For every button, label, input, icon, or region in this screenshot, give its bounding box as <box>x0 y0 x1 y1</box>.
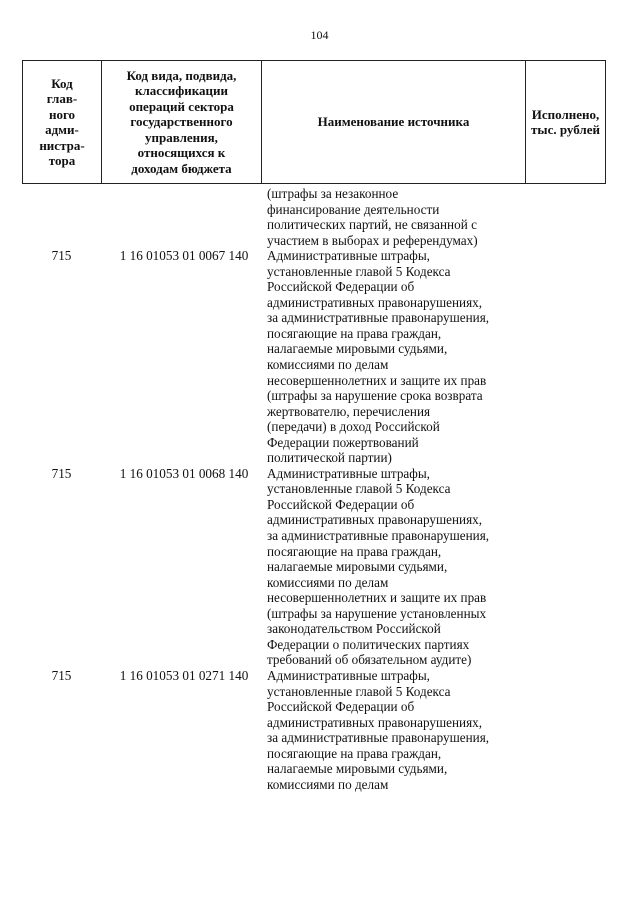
source-name-cell: Административные штрафы, установленные главой 5 Кодекса Российской Федерации об административных правонарушениях, за административные правонарушения, посягающие на права граждан, налагаемые мировыми судьями, комиссиями по делам <box>267 667 490 792</box>
table-row <box>22 186 606 248</box>
executed-amount-cell <box>529 668 606 792</box>
classification-code-cell <box>101 186 267 248</box>
admin-code-cell: 715 <box>51 248 72 264</box>
header-classification-code: Код вида, подвида, классификации операций сектора государственного управления, относящихся к доходам бюджета <box>102 61 262 183</box>
table-row <box>22 668 606 792</box>
admin-code-cell: 715 <box>51 465 72 481</box>
classification-code-cell: 1 16 01053 01 0068 140 <box>119 465 249 481</box>
executed-amount-cell <box>529 186 606 248</box>
header-admin-code: Код глав- ного адми- нистра- тора <box>23 61 102 183</box>
classification-code-cell: 1 16 01053 01 0271 140 <box>119 667 249 683</box>
table-body <box>22 186 606 792</box>
source-name-cell: Административные штрафы, установленные главой 5 Кодекса Российской Федерации об административных правонарушениях, за административные правонарушения, посягающие на права граждан, налагаемые мировыми судьями, комиссиями по делам несовершеннолетних и защите их прав (штрафы за нарушение установленных законодательством Российской Федерации о политических партиях требований об обязательном аудите) <box>267 465 490 668</box>
executed-amount-cell <box>529 466 606 668</box>
header-source-name: Наименование источника <box>262 61 526 183</box>
table-row <box>22 466 606 668</box>
page-number: 104 <box>310 28 329 42</box>
table-row <box>22 248 606 466</box>
header-executed-amount: Исполнено, тыс. рублей <box>531 106 600 137</box>
admin-code-cell <box>22 186 101 248</box>
table-header <box>22 60 606 184</box>
admin-code-cell: 715 <box>51 667 72 683</box>
source-name-cell: (штрафы за незаконное финансирование деятельности политических партий, не связанной с участием в выборах и референдумах) <box>267 186 478 248</box>
executed-amount-cell <box>529 248 606 466</box>
classification-code-cell: 1 16 01053 01 0067 140 <box>119 248 249 264</box>
source-name-cell: Административные штрафы, установленные главой 5 Кодекса Российской Федерации об административных правонарушениях, за административные правонарушения, посягающие на права граждан, налагаемые мировыми судьями, комиссиями по делам несовершеннолетних и защите их прав (штрафы за нарушение срока возврата жертвователю, перечисления (передачи) в доход Российской Федерации пожертвований политической партии) <box>267 248 490 466</box>
